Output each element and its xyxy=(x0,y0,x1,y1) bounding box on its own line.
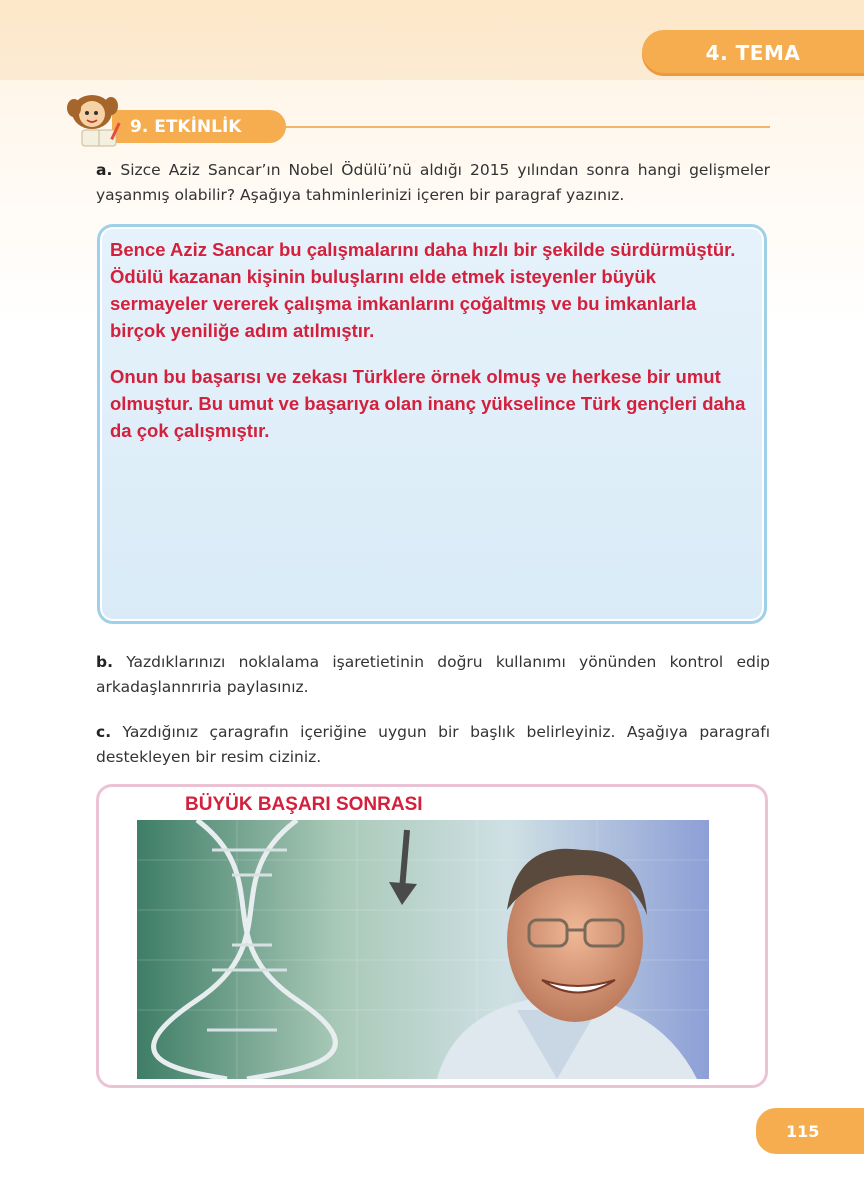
question-a xyxy=(96,158,770,208)
activity-label xyxy=(112,110,286,143)
theme-tab xyxy=(642,30,864,76)
question-a-letter: a. xyxy=(96,161,113,179)
answer-text xyxy=(110,236,750,463)
aziz-sancar-photo xyxy=(137,820,709,1079)
question-b-text: Yazdıklarınızı noklalama işaretietinin doğru kullanımı yönünden kontrol edip arkadaşlannrıria paylasınız. xyxy=(96,653,770,696)
activity-underline xyxy=(270,126,770,128)
question-b xyxy=(96,650,770,700)
mascot-girl-icon xyxy=(62,90,130,150)
page-number xyxy=(756,1108,864,1154)
question-c xyxy=(96,720,770,770)
question-b-letter: b. xyxy=(96,653,113,671)
answer-paragraph-1: Bence Aziz Sancar bu çalışmalarını daha hızlı bir şekilde sürdürmüştür. Ödülü kazanan kişinin buluşlarını elde etmek isteyenler büyük sermayeler vererek çalışma imkanlarını çoğaltmış ve bu imkanlarla birçok yeniliğe adım atılmıştır. xyxy=(110,239,736,341)
question-a-text: Sizce Aziz Sancar’ın Nobel Ödülü’nü aldığı 2015 yılından sonra hangi gelişmeler yaşanmış olabilir? Aşağıya tahminlerinizi içeren bir paragraf yazınız. xyxy=(96,161,770,204)
question-c-letter: c. xyxy=(96,723,112,741)
question-c-text: Yazdığınız çaragrafın içeriğine uygun bir başlık belirleyiniz. Aşağıya paragrafı destekleyen bir resim ciziniz. xyxy=(96,723,770,766)
answer-paragraph-2: Onun bu başarısı ve zekası Türklere örnek olmuş ve herkese bir umut olmuştur. Bu umut ve başarıya olan inanç yükselince Türk gençleri daha da çok çalışmıştır. xyxy=(110,366,746,441)
drawing-title: BÜYÜK BAŞARI SONRASI xyxy=(185,794,423,815)
activity-label-text: 9. ETKİNLİK xyxy=(130,116,242,137)
theme-label: 4. TEMA xyxy=(705,41,801,65)
page-number-text: 115 xyxy=(786,1121,820,1141)
